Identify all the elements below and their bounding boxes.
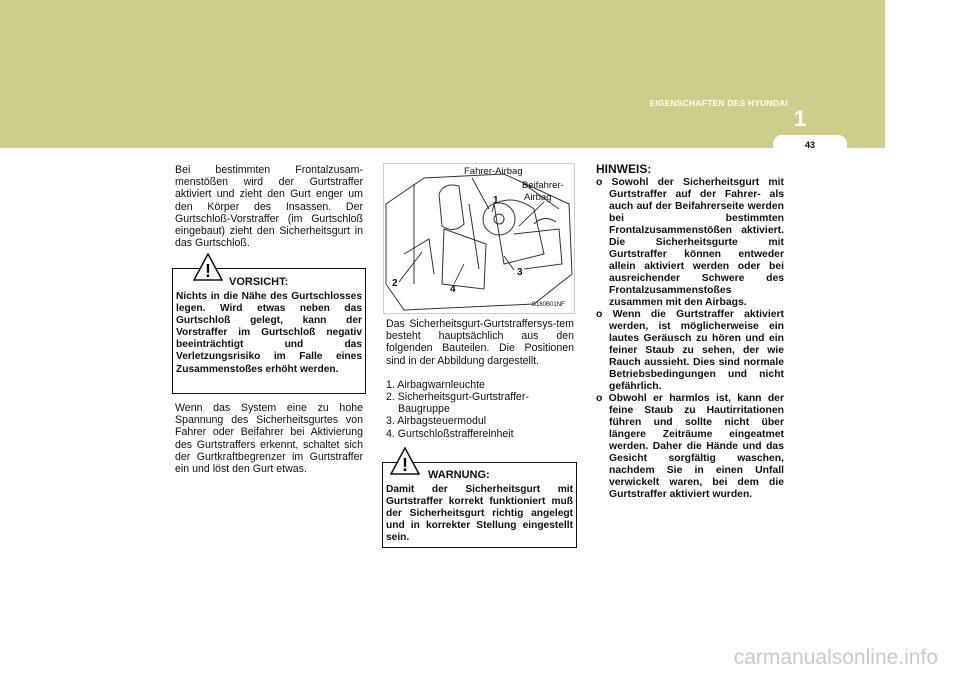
left-column-lower [175,402,363,475]
warning-body: Damit der Sicherheitsgurt mit Gurtstraffer korrekt funktioniert muß der Sicherheitsgurt richtig angelegt und in korrekter Stellung eingestellt sein. [386,484,573,544]
intro-paragraph: Bei bestimmten Frontalzusam-menstößen wird der Gurtstraffer aktiviert und zieht den Gurt enger um den Körper des Insassen. Der Gurtschloß-Vorstraffer (im Gurtschloß eingebaut) zieht den Sicherheitsgurt in das Gurtschloß. [175,164,363,250]
middle-column [386,318,574,440]
page-number: 43 [773,135,847,155]
svg-text:!: ! [402,455,408,475]
callout-4: 4 [450,284,456,295]
left-column [175,164,363,249]
warning-heading: WARNUNG: [428,469,490,481]
callout-3: 3 [517,267,523,278]
caution-box [172,261,366,394]
note-item: o Sowohl der Sicherheitsgurt mit Gurtstraffer auf der Fahrer- als auch auf der Beifahrerseite werden bei bestimmten Frontalzusammenstößen aktiviert. Die Sicherheitsgurte mit Gurtstraffer können entweder allein aktiviert werden oder bei ausreichender Schwere des Frontalzusammenstoßes zusammen mit den Airbags. [596,177,784,309]
note-item: o Obwohl er harmlos ist, kann der feine Staub zu Hautirritationen führen und sollte nicht über längere Zeiträume eingeatmet werden. Daher die Hände und das Gesicht sorgfältig waschen, nachdem Sie in einen Unfall verwickelt waren, bei dem die Gurtstraffer aktiviert wurden. [596,393,784,501]
label-passenger-airbag-line1: Beifahrer- [522,180,564,191]
right-column [596,163,784,501]
figure-code: B180B01NF [532,302,565,308]
note-item: o Wenn die Gurtstraffer aktiviert werden, ist möglicherweise ein lautes Geräusch zu hören und ein feiner Staub zu sehen, der wie Rauch aussieht. Dies sind normale Betriebsbedingungen und nicht gefährlich. [596,309,784,393]
note-heading: HINWEIS: [596,162,652,176]
svg-text:!: ! [205,261,211,281]
list-item: 2. Sicherheitsgurt-Gurtstraffer-Baugruppe [386,391,529,416]
followup-paragraph: Wenn das System eine zu hohe Spannung des Sicherheitsgurtes von Fahrer oder Beifahrer bei Aktivierung des Gurtstraffers erkennt, schaltet sich der Gurtkraftbegrenzer im Gurtstraffer ein und löst den Gurt etwas. [175,402,363,476]
watermark: carmanualsonline.info [733,646,938,669]
system-description: Das Sicherheitsgurt-Gurtstraffersys-tem besteht hauptsächlich aus den folgenden Bauteilen. Die Positionen sind in der Abbildung dargestellt. [386,318,574,367]
list-item: 3. Airbagsteuermodul [386,415,487,428]
label-passenger-airbag-line2: Airbag [524,192,552,203]
header-band [0,0,885,148]
seatbelt-pretensioner-figure [383,163,575,314]
warning-triangle-icon [193,253,223,281]
caution-body: Nichts in die Nähe des Gurtschlosses legen. Wird etwas neben das Gurtschloß gelegt, kann der Vorstraffer im Gurtschloß negativ beeinträchtigt und das Verletzungsrisiko im Falle eines Zusammenstoßes erhöht werden. [176,291,362,375]
list-item: 1. Airbagwarnleuchte [386,378,485,391]
callout-2: 2 [392,278,398,289]
list-item: 4. Gurtschloßstraffereinheit [386,427,514,440]
label-driver-airbag: Fahrer-Airbag [464,166,523,177]
section-number: 1 [794,106,807,131]
caution-heading: VORSICHT: [229,276,289,288]
callout-1: 1 [493,195,499,206]
parts-list [386,379,574,440]
warning-triangle-icon [390,447,420,475]
section-title: EIGENSCHAFTEN DES HYUNDAI [649,98,788,108]
warning-box [382,455,577,548]
